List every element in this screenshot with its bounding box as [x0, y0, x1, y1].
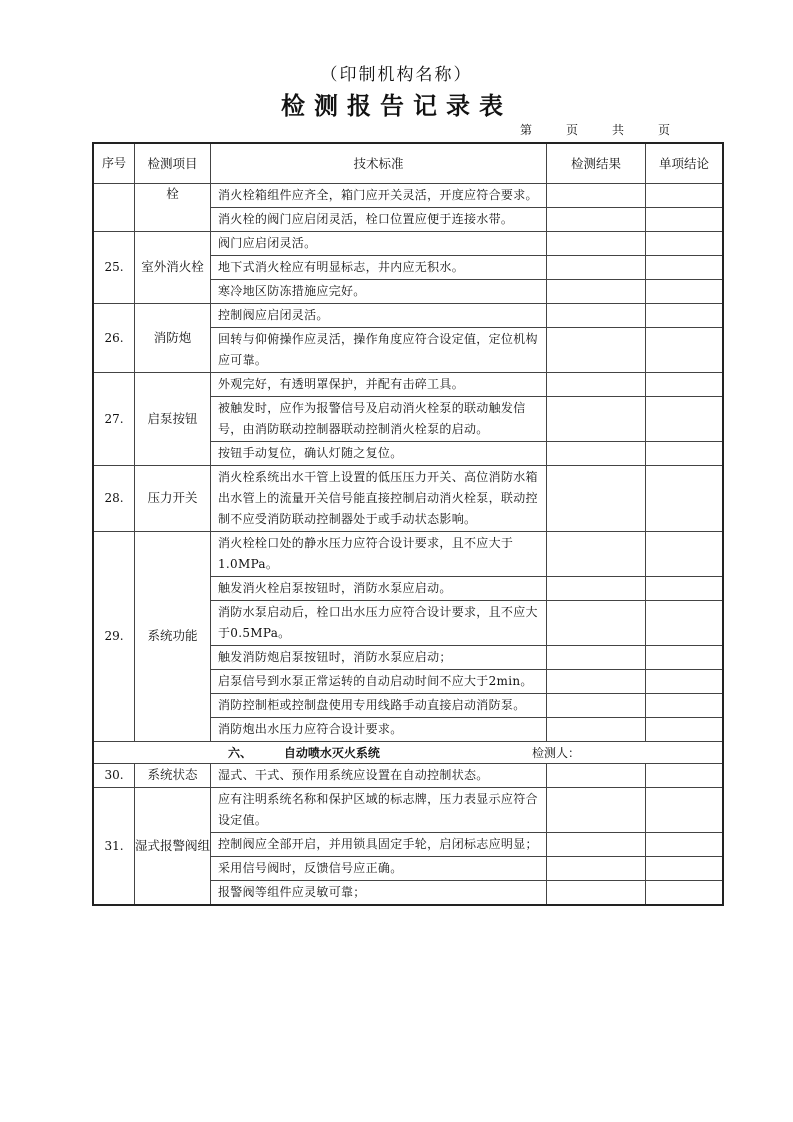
row-item: 湿式报警阀组 [135, 787, 211, 905]
page-label-4: 页 [657, 123, 670, 137]
result-cell[interactable] [547, 600, 646, 645]
result-cell[interactable] [547, 669, 646, 693]
conclusion-cell[interactable] [646, 787, 724, 832]
result-cell[interactable] [547, 183, 646, 207]
standard-text: 湿式、干式、预作用系统应设置在自动控制状态。 [211, 763, 547, 787]
standard-text: 消火栓栓口处的静水压力应符合设计要求，且不应大于1.0MPa。 [211, 531, 547, 576]
row-item: 系统功能 [135, 531, 211, 741]
header-standard: 技术标准 [211, 143, 547, 183]
conclusion-cell[interactable] [646, 832, 724, 856]
result-cell[interactable] [547, 832, 646, 856]
conclusion-cell[interactable] [646, 327, 724, 372]
result-cell[interactable] [547, 717, 646, 741]
conclusion-cell[interactable] [646, 372, 724, 396]
page-counter [520, 121, 670, 138]
row-seq: 29. [93, 531, 135, 741]
row-seq: 28. [93, 465, 135, 531]
row-seq [93, 183, 135, 231]
standard-text: 回转与仰俯操作应灵活，操作角度应符合设定值，定位机构应可靠。 [211, 327, 547, 372]
standard-text: 按钮手动复位，确认灯随之复位。 [211, 441, 547, 465]
result-cell[interactable] [547, 763, 646, 787]
conclusion-cell[interactable] [646, 645, 724, 669]
result-cell[interactable] [547, 396, 646, 441]
result-cell[interactable] [547, 645, 646, 669]
result-cell[interactable] [547, 279, 646, 303]
result-cell[interactable] [547, 465, 646, 531]
result-cell[interactable] [547, 856, 646, 880]
conclusion-cell[interactable] [646, 279, 724, 303]
row-item: 消防炮 [135, 303, 211, 372]
conclusion-cell[interactable] [646, 231, 724, 255]
standard-text: 报警阀等组件应灵敏可靠； [211, 880, 547, 905]
standard-text: 地下式消火栓应有明显标志，井内应无积水。 [211, 255, 547, 279]
standard-text: 外观完好，有透明罩保护，并配有击碎工具。 [211, 372, 547, 396]
header-conclusion: 单项结论 [646, 143, 724, 183]
conclusion-cell[interactable] [646, 600, 724, 645]
section-cell [93, 741, 723, 763]
conclusion-cell[interactable] [646, 183, 724, 207]
conclusion-cell[interactable] [646, 856, 724, 880]
row-seq: 31. [93, 787, 135, 905]
conclusion-cell[interactable] [646, 669, 724, 693]
standard-text: 采用信号阀时，反馈信号应正确。 [211, 856, 547, 880]
row-item: 压力开关 [135, 465, 211, 531]
result-cell[interactable] [547, 255, 646, 279]
result-cell[interactable] [547, 372, 646, 396]
row-item: 室外消火栓 [135, 231, 211, 303]
standard-text: 消防炮出水压力应符合设计要求。 [211, 717, 547, 741]
table-row [93, 531, 723, 576]
result-cell[interactable] [547, 207, 646, 231]
report-table [92, 142, 724, 906]
standard-text: 阀门应启闭灵活。 [211, 231, 547, 255]
result-cell[interactable] [547, 787, 646, 832]
header-result: 检测结果 [547, 143, 646, 183]
standard-text: 消火栓系统出水干管上设置的低压压力开关、高位消防水箱出水管上的流量开关信号能直接控制启动消火栓泵，联动控制不应受消防联动控制器处于或手动状态影响。 [211, 465, 547, 531]
standard-text: 触发消防炮启泵按钮时，消防水泵应启动； [211, 645, 547, 669]
conclusion-cell[interactable] [646, 441, 724, 465]
table-row [93, 303, 723, 327]
result-cell[interactable] [547, 576, 646, 600]
conclusion-cell[interactable] [646, 763, 724, 787]
row-item: 系统状态 [135, 763, 211, 787]
table-row [93, 372, 723, 396]
table-row [93, 231, 723, 255]
table-row [93, 787, 723, 832]
row-item: 栓 [135, 183, 211, 231]
result-cell[interactable] [547, 531, 646, 576]
table-header-row [93, 143, 723, 183]
conclusion-cell[interactable] [646, 255, 724, 279]
row-seq: 26. [93, 303, 135, 372]
standard-text: 消火栓箱组件应齐全，箱门应开关灵活，开度应符合要求。 [211, 183, 547, 207]
header-seq: 序号 [93, 143, 135, 183]
row-seq: 27. [93, 372, 135, 465]
result-cell[interactable] [547, 441, 646, 465]
conclusion-cell[interactable] [646, 693, 724, 717]
standard-text: 触发消火栓启泵按钮时，消防水泵应启动。 [211, 576, 547, 600]
result-cell[interactable] [547, 231, 646, 255]
standard-text: 控制阀应全部开启，并用锁具固定手轮，启闭标志应明显； [211, 832, 547, 856]
result-cell[interactable] [547, 693, 646, 717]
conclusion-cell[interactable] [646, 880, 724, 905]
table-row [93, 465, 723, 531]
table-body [93, 183, 723, 905]
standard-text: 控制阀应启闭灵活。 [211, 303, 547, 327]
page-label-2: 页 [565, 123, 578, 137]
result-cell[interactable] [547, 327, 646, 372]
conclusion-cell[interactable] [646, 303, 724, 327]
page-label-3: 共 [611, 123, 624, 137]
section-row [93, 741, 723, 763]
page-label-1: 第 [520, 123, 533, 137]
row-seq: 25. [93, 231, 135, 303]
standard-text: 消火栓的阀门应启闭灵活，栓口位置应便于连接水带。 [211, 207, 547, 231]
standard-text: 消防水泵启动后，栓口出水压力应符合设计要求，且不应大于0.5MPa。 [211, 600, 547, 645]
standard-text: 应有注明系统名称和保护区域的标志牌，压力表显示应符合设定值。 [211, 787, 547, 832]
conclusion-cell[interactable] [646, 465, 724, 531]
standard-text: 被触发时，应作为报警信号及启动消火栓泵的联动触发信号，由消防联动控制器联动控制消火栓泵的启动。 [211, 396, 547, 441]
table-row [93, 183, 723, 207]
section-number: 六、 [228, 745, 253, 760]
table-row [93, 763, 723, 787]
header-item: 检测项目 [135, 143, 211, 183]
inspector-label: 检测人： [532, 745, 581, 760]
result-cell[interactable] [547, 303, 646, 327]
standard-text: 寒冷地区防冻措施应完好。 [211, 279, 547, 303]
conclusion-cell[interactable] [646, 207, 724, 231]
section-title: 自动喷水灭火系统 [283, 745, 380, 760]
conclusion-cell[interactable] [646, 717, 724, 741]
row-item: 启泵按钮 [135, 372, 211, 465]
page-title: 检测报告记录表 [281, 92, 512, 120]
org-name: （印制机构名称） [320, 65, 473, 85]
standard-text: 消防控制柜或控制盘使用专用线路手动直接启动消防泵。 [211, 693, 547, 717]
result-cell[interactable] [547, 880, 646, 905]
standard-text: 启泵信号到水泵正常运转的自动启动时间不应大于2min。 [211, 669, 547, 693]
row-seq: 30. [93, 763, 135, 787]
conclusion-cell[interactable] [646, 576, 724, 600]
conclusion-cell[interactable] [646, 396, 724, 441]
conclusion-cell[interactable] [646, 531, 724, 576]
